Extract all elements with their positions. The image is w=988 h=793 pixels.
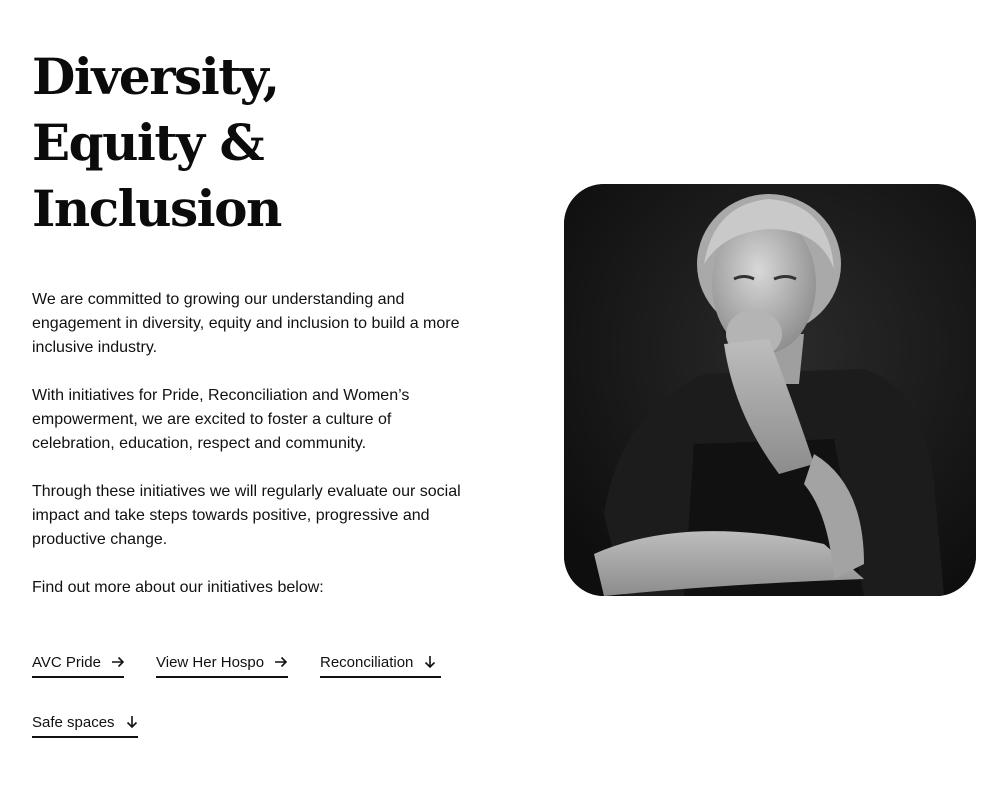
intro-paragraph-4: Find out more about our initiatives below: [32, 579, 324, 596]
safe-spaces-link[interactable] [32, 708, 138, 738]
arrow-right-icon [274, 655, 288, 669]
page-title-line-1: Diversity, [32, 47, 279, 106]
reconciliation-link-label: Reconciliation [320, 653, 414, 671]
page-title [32, 44, 281, 242]
view-her-hospo-link-label: View Her Hospo [156, 653, 265, 671]
page-title-line-2: Equity & [32, 113, 264, 172]
avc-pride-link-label: AVC Pride [32, 653, 101, 671]
avc-pride-link[interactable] [32, 648, 124, 678]
arrow-down-icon [423, 655, 437, 669]
view-her-hospo-link[interactable] [156, 648, 288, 678]
intro-paragraph-3: Through these initiatives we will regularly evaluate our social impact and take steps towards positive, progressive and productive change. [32, 483, 461, 548]
page-title-line-3: Inclusion [32, 179, 281, 238]
intro-paragraph-2: With initiatives for Pride, Reconciliation and Women’s empowerment, we are excited to foster a culture of celebration, education, respect and community. [32, 387, 410, 452]
intro-paragraph-1: We are committed to growing our understanding and engagement in diversity, equity and inclusion to build a more inclusive industry. [32, 291, 460, 356]
arrow-down-icon [125, 715, 139, 729]
intro-text [32, 288, 462, 624]
arrow-right-icon [111, 655, 125, 669]
safe-spaces-link-label: Safe spaces [32, 713, 115, 731]
reconciliation-link[interactable] [320, 648, 441, 678]
portrait-photo [564, 184, 976, 596]
